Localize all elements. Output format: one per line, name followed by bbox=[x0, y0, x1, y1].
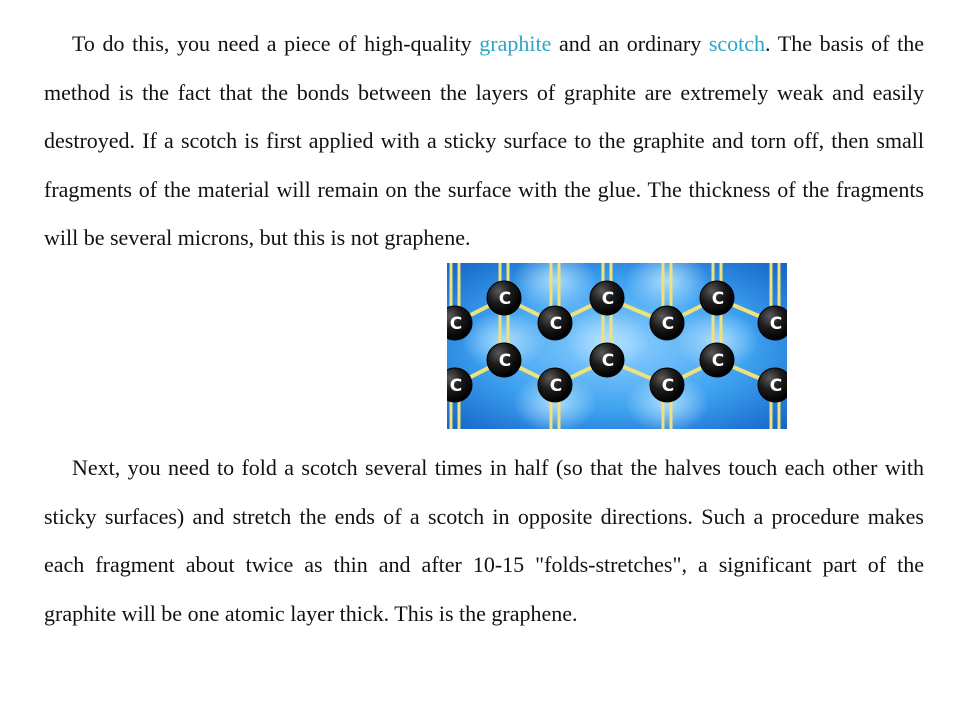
carbon-atom-label: C bbox=[601, 351, 615, 371]
graphene-lattice-image bbox=[447, 263, 787, 429]
carbon-atom-label: C bbox=[601, 289, 615, 309]
carbon-atom-label: C bbox=[549, 314, 563, 334]
carbon-atom-label: C bbox=[498, 351, 512, 371]
scotch-link[interactable]: scotch bbox=[708, 31, 766, 56]
carbon-atom-label: C bbox=[449, 314, 463, 334]
carbon-atom-label: C bbox=[661, 376, 675, 396]
graphene-lattice-svg bbox=[447, 263, 787, 429]
intro-text-start: To do this, you need a piece of high-quality bbox=[72, 31, 480, 56]
carbon-atom-label: C bbox=[449, 376, 463, 396]
carbon-atom-label: C bbox=[498, 289, 512, 309]
carbon-atom-label: C bbox=[769, 376, 783, 396]
carbon-atom-label: C bbox=[661, 314, 675, 334]
paragraph-procedure bbox=[44, 444, 924, 638]
graphite-link[interactable]: graphite bbox=[479, 31, 552, 56]
procedure-text: Next, you need to fold a scotch several times in half (so that the halves touch each other with sticky surfaces) and stretch the ends of a scotch in opposite directions. Such a procedure makes each fragment about twice as thin and after 10-15 "folds-stretches", a significant part of the graphite will be one atomic layer thick. This is the graphene. bbox=[44, 455, 924, 626]
carbon-atom-label: C bbox=[769, 314, 783, 334]
intro-text-end: . The basis of the method is the fact that the bonds between the layers of graphite are extremely weak and easily destroyed. If a scotch is first applied with a sticky surface to the graphite and torn off, then small fragments of the material will remain on the surface with the glue. The thickness of the fragments will be several microns, but this is not graphene. bbox=[44, 31, 924, 250]
carbon-atom-label: C bbox=[549, 376, 563, 396]
intro-text-middle: and an ordinary bbox=[551, 31, 709, 56]
carbon-atom-label: C bbox=[711, 289, 725, 309]
carbon-atom-label: C bbox=[711, 351, 725, 371]
paragraph-intro bbox=[44, 20, 924, 263]
